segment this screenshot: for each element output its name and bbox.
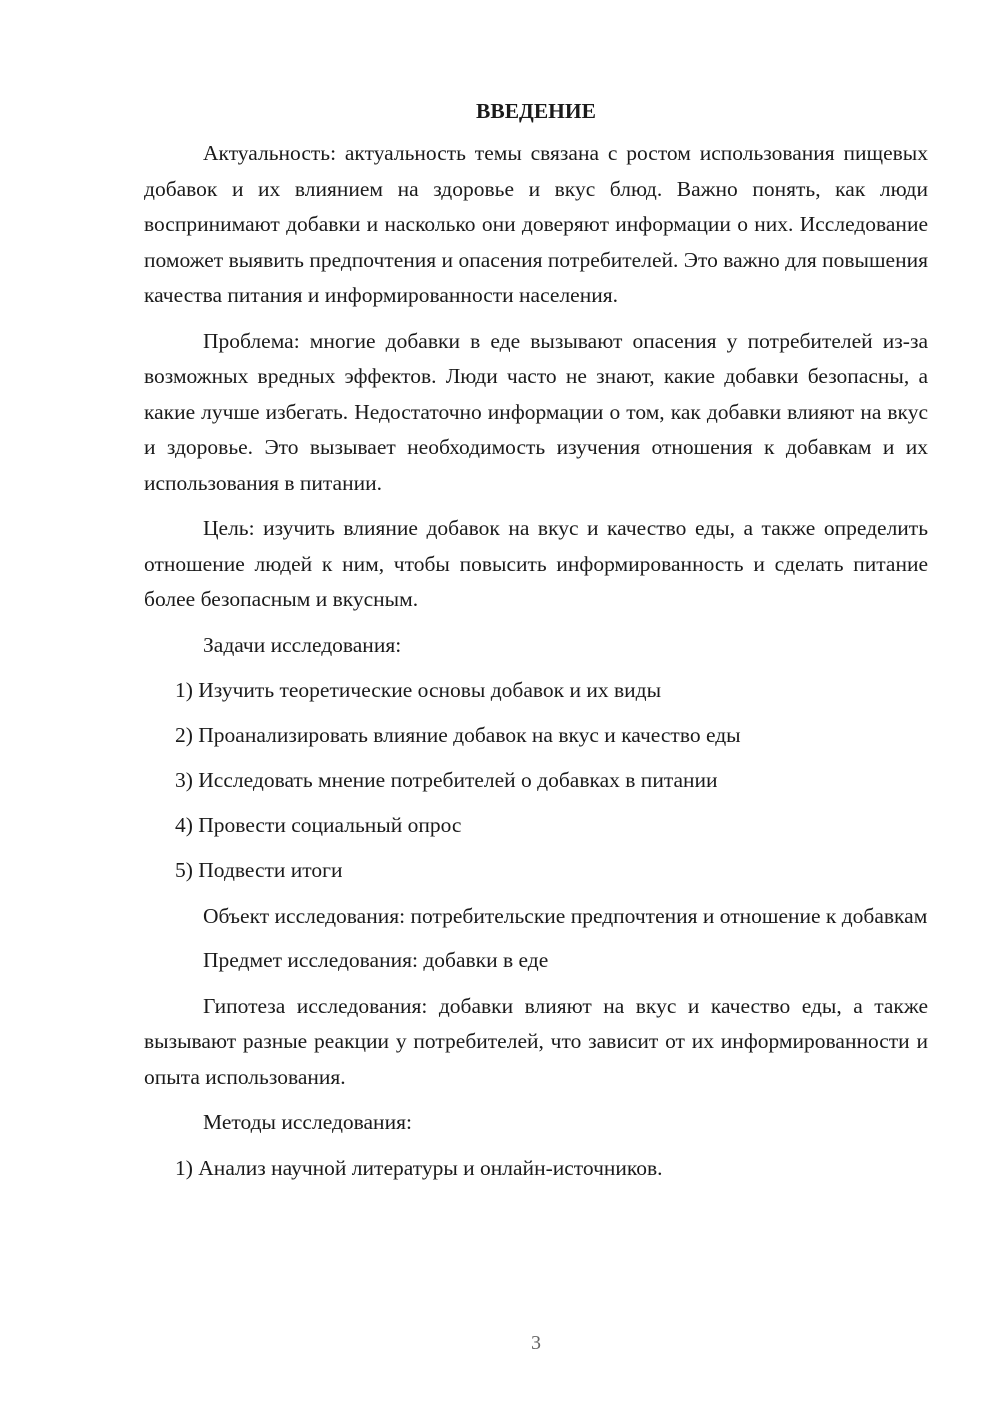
list-item: 1) Изучить теоретические основы добавок и их виды [175,678,662,702]
tasks-list [144,673,928,889]
list-item: 4) Провести социальный опрос [175,813,462,837]
list-item: 2) Проанализировать влияние добавок на вкус и качество еды [175,723,741,747]
list-item: 1) Анализ научной литературы и онлайн-источников. [175,1155,663,1180]
object-paragraph: Объект исследования: потребительские предпочтения и отношение к добавкам [203,903,928,928]
subject-paragraph: Предмет исследования: добавки в еде [203,948,549,972]
methods-list [144,1151,928,1187]
relevance-paragraph: Актуальность: актуальность темы связана с ростом использования пищевых добавок и их влиянием на здоровье и вкус блюд. Важно понять, как люди воспринимают добавки и насколько они доверяют информации о них. Исследование поможет выявить предпочтения и опасения потребителей. Это важно для повышения качества питания и информированности населения. [144,141,928,307]
problem-paragraph: Проблема: многие добавки в еде вызывают опасения у потребителей из-за возможных вредных эффектов. Люди часто не знают, какие добавки безопасны, а какие лучше избегать. Недостаточно информации о том, как добавки влияют на вкус и здоровье. Это вызывает необходимость изучения отношения к добавкам и их использования в питании. [144,328,928,495]
page-number: 3 [531,1332,541,1354]
goal-paragraph: Цель: изучить влияние добавок на вкус и качество еды, а также определить отношение людей к ним, чтобы повысить информированность и сделать питание более безопасным и вкусным. [144,516,928,611]
list-item: 3) Исследовать мнение потребителей о добавках в питании [175,768,718,792]
section-title: ВВЕДЕНИЕ [476,99,596,123]
list-item: 5) Подвести итоги [175,858,343,882]
methods-label: Методы исследования: [203,1110,412,1134]
tasks-label: Задачи исследования: [203,632,402,657]
hypothesis-paragraph: Гипотеза исследования: добавки влияют на вкус и качество еды, а также вызывают разные реакции у потребителей, что зависит от их информированности и опыта использования. [144,993,928,1089]
page-content [144,96,928,1196]
